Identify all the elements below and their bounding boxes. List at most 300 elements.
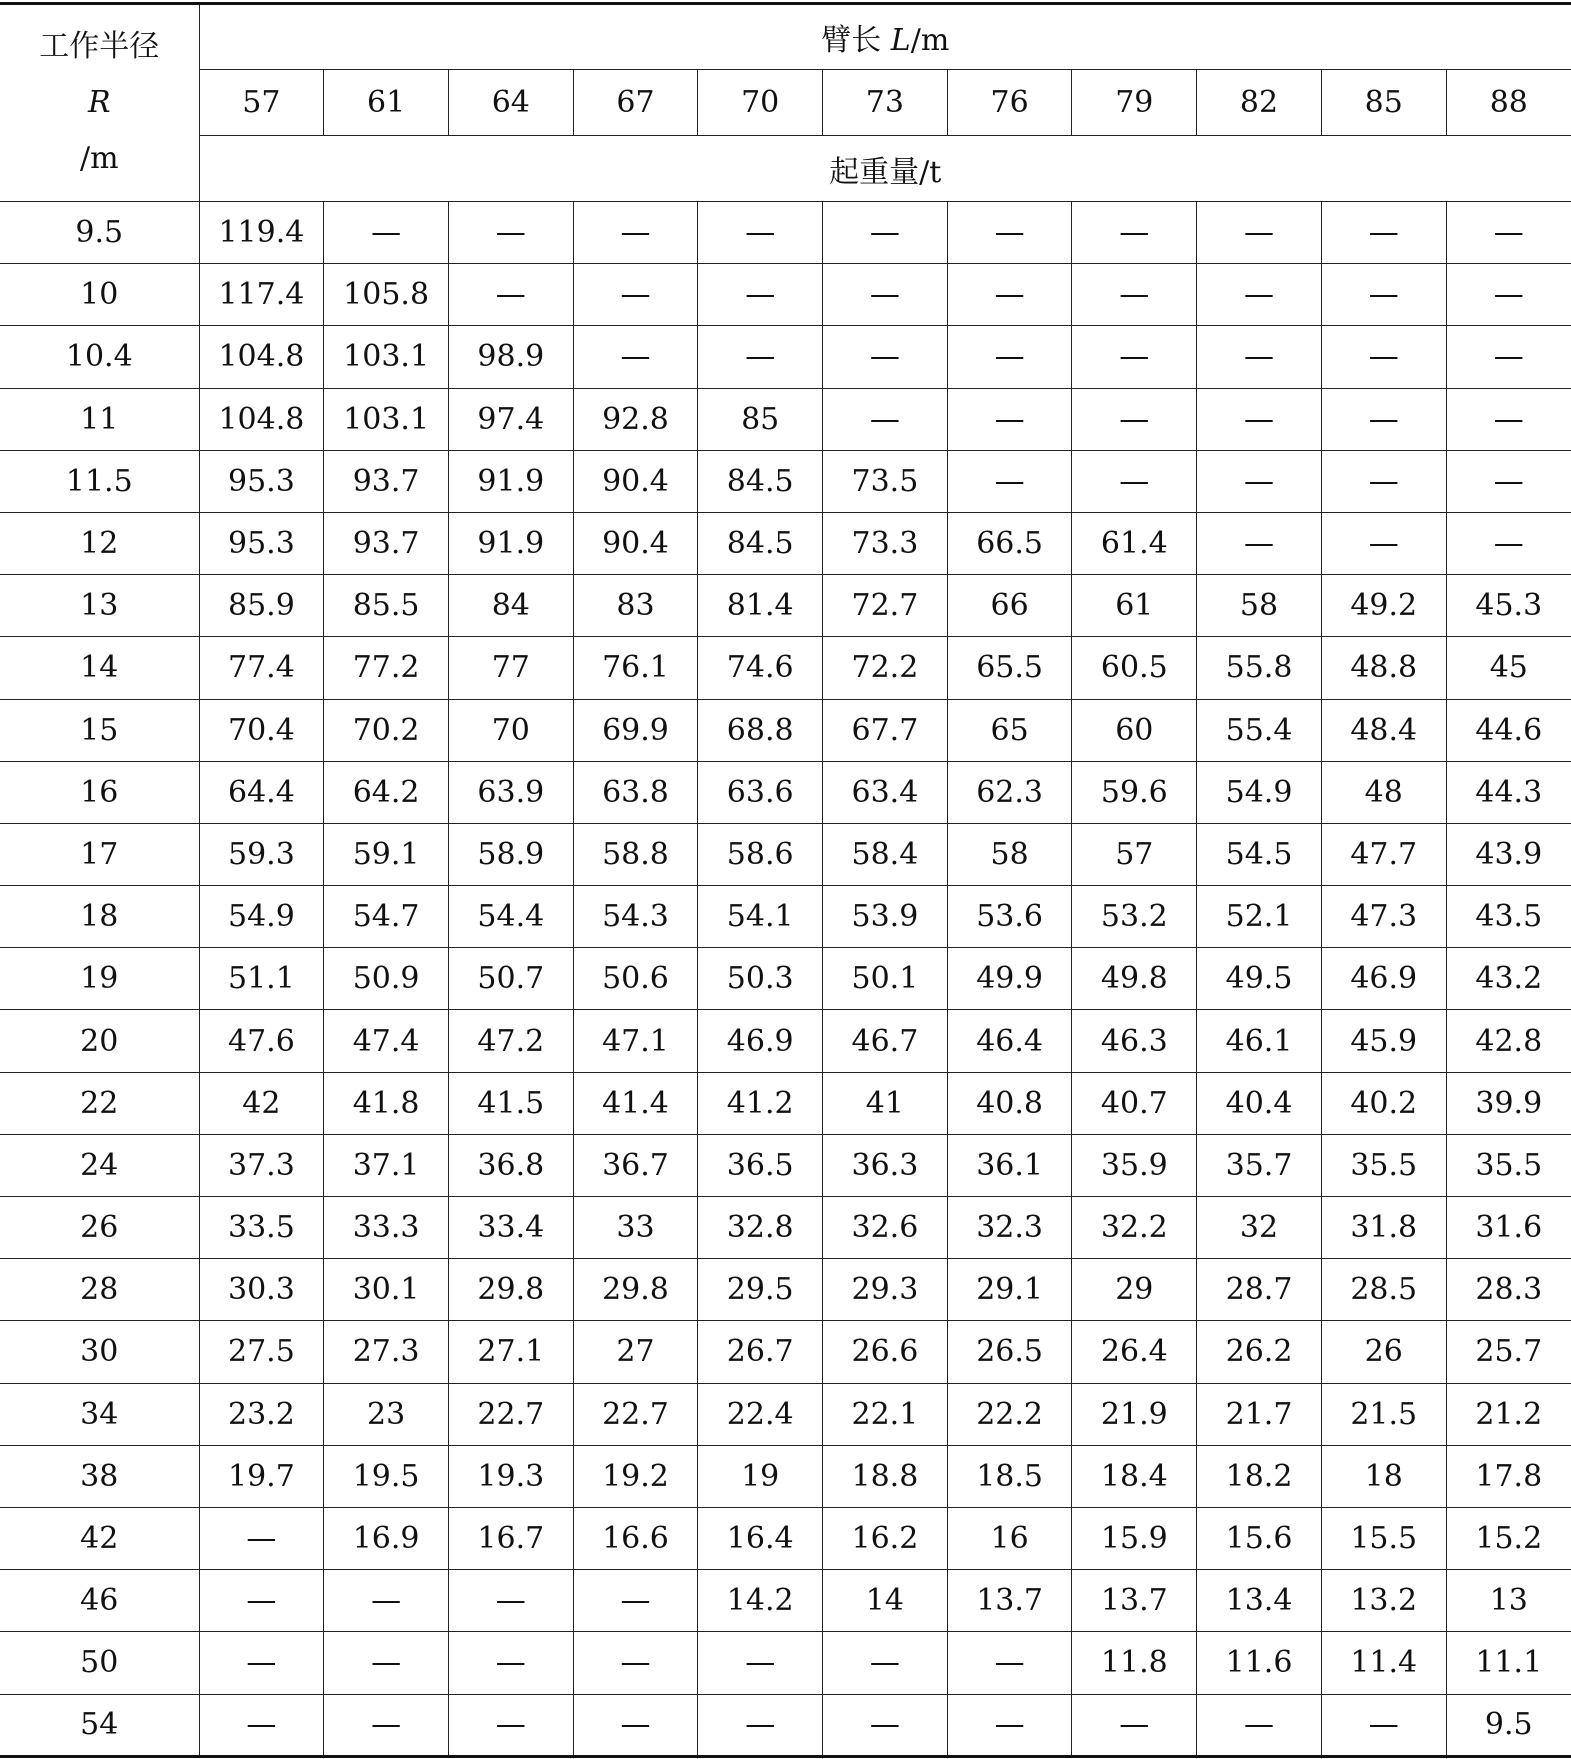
table-row bbox=[0, 450, 1571, 512]
capacity-cell: 32 bbox=[1197, 1197, 1322, 1259]
capacity-cell: 84.5 bbox=[698, 512, 823, 574]
capacity-cell: 50.6 bbox=[573, 948, 698, 1010]
capacity-cell: 19.2 bbox=[573, 1445, 698, 1507]
capacity-cell: 14.2 bbox=[698, 1570, 823, 1632]
capacity-cell: 59.3 bbox=[199, 823, 324, 885]
radius-cell: 20 bbox=[0, 1010, 199, 1072]
capacity-cell: — bbox=[573, 1632, 698, 1694]
capacity-cell: 104.8 bbox=[199, 326, 324, 388]
radius-cell: 9.5 bbox=[0, 202, 199, 264]
table-row bbox=[0, 512, 1571, 574]
radius-cell: 10 bbox=[0, 264, 199, 326]
capacity-cell: 58 bbox=[1197, 575, 1322, 637]
capacity-cell: 33 bbox=[573, 1197, 698, 1259]
radius-header-var: R bbox=[87, 85, 111, 120]
capacity-cell: — bbox=[324, 202, 449, 264]
capacity-cell: 22.2 bbox=[947, 1383, 1072, 1445]
radius-cell: 24 bbox=[0, 1134, 199, 1196]
table-row bbox=[0, 388, 1571, 450]
capacity-cell: 39.9 bbox=[1446, 1072, 1571, 1134]
capacity-cell: 27.5 bbox=[199, 1321, 324, 1383]
capacity-cell: 48.4 bbox=[1321, 699, 1446, 761]
capacity-cell: 42.8 bbox=[1446, 1010, 1571, 1072]
capacity-cell: — bbox=[324, 1570, 449, 1632]
capacity-cell: 63.9 bbox=[448, 761, 573, 823]
capacity-cell: 27.1 bbox=[448, 1321, 573, 1383]
capacity-cell: 97.4 bbox=[448, 388, 573, 450]
capacity-cell: — bbox=[1446, 326, 1571, 388]
capacity-cell: 40.2 bbox=[1321, 1072, 1446, 1134]
capacity-cell: 33.5 bbox=[199, 1197, 324, 1259]
capacity-cell: 36.5 bbox=[698, 1134, 823, 1196]
capacity-cell: 18 bbox=[1321, 1445, 1446, 1507]
capacity-cell: — bbox=[1321, 450, 1446, 512]
capacity-cell: 65 bbox=[947, 699, 1072, 761]
capacity-cell: 105.8 bbox=[324, 264, 449, 326]
boom-length-cell: 61 bbox=[324, 70, 449, 136]
capacity-cell: 91.9 bbox=[448, 512, 573, 574]
capacity-cell: 61 bbox=[1072, 575, 1197, 637]
capacity-cell: 103.1 bbox=[324, 326, 449, 388]
capacity-cell: 21.5 bbox=[1321, 1383, 1446, 1445]
capacity-cell: 16.2 bbox=[823, 1507, 948, 1569]
radius-header-unit-text: /m bbox=[79, 141, 119, 176]
capacity-cell: — bbox=[324, 1632, 449, 1694]
capacity-cell: — bbox=[1072, 450, 1197, 512]
capacity-cell: 95.3 bbox=[199, 450, 324, 512]
capacity-cell: 46.9 bbox=[1321, 948, 1446, 1010]
capacity-cell: 83 bbox=[573, 575, 698, 637]
capacity-cell: 35.5 bbox=[1446, 1134, 1571, 1196]
capacity-cell: 19.3 bbox=[448, 1445, 573, 1507]
capacity-cell: 23.2 bbox=[199, 1383, 324, 1445]
capacity-cell: 11.6 bbox=[1197, 1632, 1322, 1694]
boom-length-cell: 85 bbox=[1321, 70, 1446, 136]
capacity-cell: — bbox=[947, 450, 1072, 512]
capacity-cell: 13.7 bbox=[1072, 1570, 1197, 1632]
capacity-cell: 11.4 bbox=[1321, 1632, 1446, 1694]
capacity-cell: — bbox=[947, 202, 1072, 264]
radius-cell: 30 bbox=[0, 1321, 199, 1383]
table-row bbox=[0, 575, 1571, 637]
capacity-cell: 59.6 bbox=[1072, 761, 1197, 823]
capacity-cell: 66 bbox=[947, 575, 1072, 637]
capacity-cell: 41.2 bbox=[698, 1072, 823, 1134]
capacity-cell: 42 bbox=[199, 1072, 324, 1134]
capacity-cell: — bbox=[947, 388, 1072, 450]
capacity-cell: 63.4 bbox=[823, 761, 948, 823]
capacity-cell: — bbox=[823, 1632, 948, 1694]
capacity-cell: 54.3 bbox=[573, 886, 698, 948]
radius-header-label: 工作半径 bbox=[39, 29, 160, 64]
capacity-cell: — bbox=[1197, 264, 1322, 326]
capacity-cell: 29.8 bbox=[573, 1259, 698, 1321]
capacity-cell: — bbox=[1072, 202, 1197, 264]
radius-cell: 42 bbox=[0, 1507, 199, 1569]
capacity-cell: 13 bbox=[1446, 1570, 1571, 1632]
capacity-cell: 29.5 bbox=[698, 1259, 823, 1321]
radius-cell: 22 bbox=[0, 1072, 199, 1134]
capacity-cell: 77.4 bbox=[199, 637, 324, 699]
capacity-cell: — bbox=[1446, 450, 1571, 512]
capacity-cell: 16.6 bbox=[573, 1507, 698, 1569]
table-row bbox=[0, 1507, 1571, 1569]
capacity-cell: 32.8 bbox=[698, 1197, 823, 1259]
capacity-cell: — bbox=[1321, 388, 1446, 450]
capacity-cell: 51.1 bbox=[199, 948, 324, 1010]
table-row bbox=[0, 326, 1571, 388]
radius-cell: 16 bbox=[0, 761, 199, 823]
radius-cell: 28 bbox=[0, 1259, 199, 1321]
capacity-cell: 81.4 bbox=[698, 575, 823, 637]
header-row-boom bbox=[0, 4, 1571, 70]
capacity-cell: — bbox=[947, 264, 1072, 326]
capacity-cell: 28.3 bbox=[1446, 1259, 1571, 1321]
capacity-cell: — bbox=[698, 1632, 823, 1694]
capacity-cell: 47.2 bbox=[448, 1010, 573, 1072]
capacity-cell: 45.9 bbox=[1321, 1010, 1446, 1072]
radius-cell: 17 bbox=[0, 823, 199, 885]
table-row bbox=[0, 1197, 1571, 1259]
capacity-cell: 13.4 bbox=[1197, 1570, 1322, 1632]
capacity-cell: 46.3 bbox=[1072, 1010, 1197, 1072]
capacity-cell: — bbox=[1197, 388, 1322, 450]
capacity-cell: — bbox=[448, 1570, 573, 1632]
capacity-cell: 41.4 bbox=[573, 1072, 698, 1134]
capacity-cell: 90.4 bbox=[573, 512, 698, 574]
capacity-cell: 35.7 bbox=[1197, 1134, 1322, 1196]
radius-cell: 15 bbox=[0, 699, 199, 761]
capacity-cell: — bbox=[1321, 202, 1446, 264]
table-row bbox=[0, 1383, 1571, 1445]
capacity-cell: 72.7 bbox=[823, 575, 948, 637]
capacity-cell: — bbox=[199, 1632, 324, 1694]
capacity-cell: 21.7 bbox=[1197, 1383, 1322, 1445]
table-row bbox=[0, 637, 1571, 699]
capacity-cell: — bbox=[448, 1694, 573, 1756]
capacity-cell: 16.9 bbox=[324, 1507, 449, 1569]
capacity-cell: 28.7 bbox=[1197, 1259, 1322, 1321]
capacity-cell: — bbox=[448, 202, 573, 264]
boom-length-cell: 88 bbox=[1446, 70, 1571, 136]
capacity-cell: 85.5 bbox=[324, 575, 449, 637]
capacity-cell: 36.8 bbox=[448, 1134, 573, 1196]
capacity-cell: 52.1 bbox=[1197, 886, 1322, 948]
capacity-cell: 36.3 bbox=[823, 1134, 948, 1196]
capacity-cell: 54.5 bbox=[1197, 823, 1322, 885]
boom-length-header-var: L bbox=[890, 23, 911, 58]
capacity-cell: 27.3 bbox=[324, 1321, 449, 1383]
crane-load-table bbox=[0, 2, 1571, 1758]
table-row bbox=[0, 761, 1571, 823]
capacity-cell: 62.3 bbox=[947, 761, 1072, 823]
capacity-cell: 26.4 bbox=[1072, 1321, 1197, 1383]
capacity-cell: 25.7 bbox=[1446, 1321, 1571, 1383]
capacity-cell: — bbox=[1072, 388, 1197, 450]
capacity-cell: 32.3 bbox=[947, 1197, 1072, 1259]
capacity-cell: 36.7 bbox=[573, 1134, 698, 1196]
capacity-cell: 64.4 bbox=[199, 761, 324, 823]
capacity-cell: 49.8 bbox=[1072, 948, 1197, 1010]
capacity-cell: 44.6 bbox=[1446, 699, 1571, 761]
capacity-cell: 40.7 bbox=[1072, 1072, 1197, 1134]
capacity-cell: 61.4 bbox=[1072, 512, 1197, 574]
capacity-cell: 47.4 bbox=[324, 1010, 449, 1072]
capacity-cell: 19.5 bbox=[324, 1445, 449, 1507]
capacity-cell: 15.6 bbox=[1197, 1507, 1322, 1569]
capacity-cell: — bbox=[1197, 1694, 1322, 1756]
capacity-cell: 54.1 bbox=[698, 886, 823, 948]
table-row bbox=[0, 1632, 1571, 1694]
radius-cell: 14 bbox=[0, 637, 199, 699]
capacity-cell: 37.3 bbox=[199, 1134, 324, 1196]
capacity-cell: — bbox=[1197, 326, 1322, 388]
capacity-cell: 22.1 bbox=[823, 1383, 948, 1445]
capacity-cell: — bbox=[698, 264, 823, 326]
capacity-cell: 77 bbox=[448, 637, 573, 699]
radius-cell: 11.5 bbox=[0, 450, 199, 512]
capacity-cell: 59.1 bbox=[324, 823, 449, 885]
capacity-cell: 15.9 bbox=[1072, 1507, 1197, 1569]
capacity-cell: 29.3 bbox=[823, 1259, 948, 1321]
boom-length-header-prefix: 臂长 bbox=[821, 23, 891, 58]
capacity-cell: 54.9 bbox=[1197, 761, 1322, 823]
capacity-cell: — bbox=[823, 388, 948, 450]
capacity-cell: 67.7 bbox=[823, 699, 948, 761]
capacity-cell: 41.5 bbox=[448, 1072, 573, 1134]
capacity-cell: 21.2 bbox=[1446, 1383, 1571, 1445]
capacity-cell: 19.7 bbox=[199, 1445, 324, 1507]
capacity-cell: 28.5 bbox=[1321, 1259, 1446, 1321]
capacity-cell: — bbox=[947, 1632, 1072, 1694]
capacity-cell: 50.9 bbox=[324, 948, 449, 1010]
capacity-cell: 40.8 bbox=[947, 1072, 1072, 1134]
capacity-cell: 60 bbox=[1072, 699, 1197, 761]
radius-cell: 11 bbox=[0, 388, 199, 450]
capacity-cell: — bbox=[947, 326, 1072, 388]
capacity-cell: 29 bbox=[1072, 1259, 1197, 1321]
capacity-cell: 14 bbox=[823, 1570, 948, 1632]
capacity-cell: 50.3 bbox=[698, 948, 823, 1010]
capacity-cell: — bbox=[1446, 512, 1571, 574]
capacity-cell: 54.7 bbox=[324, 886, 449, 948]
capacity-cell: — bbox=[1446, 388, 1571, 450]
capacity-cell: 93.7 bbox=[324, 450, 449, 512]
radius-cell: 50 bbox=[0, 1632, 199, 1694]
capacity-cell: — bbox=[698, 326, 823, 388]
capacity-cell: 73.5 bbox=[823, 450, 948, 512]
capacity-cell: 58 bbox=[947, 823, 1072, 885]
capacity-cell: 117.4 bbox=[199, 264, 324, 326]
capacity-cell: — bbox=[1321, 1694, 1446, 1756]
capacity-cell: 27 bbox=[573, 1321, 698, 1383]
table-row bbox=[0, 823, 1571, 885]
capacity-cell: 35.5 bbox=[1321, 1134, 1446, 1196]
capacity-cell: — bbox=[1197, 512, 1322, 574]
capacity-cell: 60.5 bbox=[1072, 637, 1197, 699]
capacity-cell: 63.6 bbox=[698, 761, 823, 823]
capacity-cell: 55.4 bbox=[1197, 699, 1322, 761]
boom-length-cell: 57 bbox=[199, 70, 324, 136]
boom-length-cell: 76 bbox=[947, 70, 1072, 136]
capacity-cell: 44.3 bbox=[1446, 761, 1571, 823]
table-row bbox=[0, 1445, 1571, 1507]
capacity-cell: 98.9 bbox=[448, 326, 573, 388]
radius-cell: 34 bbox=[0, 1383, 199, 1445]
capacity-cell: 49.5 bbox=[1197, 948, 1322, 1010]
capacity-cell: 74.6 bbox=[698, 637, 823, 699]
capacity-cell: 18.5 bbox=[947, 1445, 1072, 1507]
capacity-cell: — bbox=[199, 1570, 324, 1632]
capacity-cell: 103.1 bbox=[324, 388, 449, 450]
capacity-cell: 16.4 bbox=[698, 1507, 823, 1569]
capacity-cell: 91.9 bbox=[448, 450, 573, 512]
boom-length-header-unit: /m bbox=[910, 23, 950, 58]
capacity-cell: 55.8 bbox=[1197, 637, 1322, 699]
capacity-cell: 33.3 bbox=[324, 1197, 449, 1259]
capacity-cell: 49.2 bbox=[1321, 575, 1446, 637]
radius-cell: 46 bbox=[0, 1570, 199, 1632]
capacity-cell: 104.8 bbox=[199, 388, 324, 450]
table-row bbox=[0, 1570, 1571, 1632]
capacity-cell: 46.1 bbox=[1197, 1010, 1322, 1072]
table-body bbox=[0, 202, 1571, 1757]
capacity-cell: — bbox=[573, 202, 698, 264]
capacity-cell: 45 bbox=[1446, 637, 1571, 699]
radius-cell: 18 bbox=[0, 886, 199, 948]
capacity-cell: 26.6 bbox=[823, 1321, 948, 1383]
header-row-boom-lengths bbox=[0, 70, 1571, 136]
capacity-cell: 37.1 bbox=[324, 1134, 449, 1196]
capacity-cell: — bbox=[199, 1507, 324, 1569]
radius-header-unit bbox=[0, 75, 199, 187]
capacity-cell: 30.3 bbox=[199, 1259, 324, 1321]
capacity-cell: 92.8 bbox=[573, 388, 698, 450]
table-row bbox=[0, 699, 1571, 761]
radius-header bbox=[0, 4, 199, 202]
capacity-cell: — bbox=[448, 264, 573, 326]
capacity-cell: 26.5 bbox=[947, 1321, 1072, 1383]
capacity-cell: — bbox=[1321, 264, 1446, 326]
capacity-cell: — bbox=[1446, 264, 1571, 326]
capacity-cell: 53.2 bbox=[1072, 886, 1197, 948]
radius-cell: 12 bbox=[0, 512, 199, 574]
capacity-cell: 57 bbox=[1072, 823, 1197, 885]
capacity-cell: — bbox=[1072, 264, 1197, 326]
capacity-cell: — bbox=[573, 326, 698, 388]
capacity-cell: — bbox=[947, 1694, 1072, 1756]
capacity-cell: 30.1 bbox=[324, 1259, 449, 1321]
boom-length-header bbox=[199, 4, 1571, 70]
capacity-cell: 22.7 bbox=[573, 1383, 698, 1445]
radius-cell: 13 bbox=[0, 575, 199, 637]
capacity-cell: 16.7 bbox=[448, 1507, 573, 1569]
capacity-cell: — bbox=[573, 1570, 698, 1632]
capacity-cell: 58.6 bbox=[698, 823, 823, 885]
capacity-cell: — bbox=[698, 202, 823, 264]
capacity-cell: 76.1 bbox=[573, 637, 698, 699]
capacity-cell: 22.4 bbox=[698, 1383, 823, 1445]
capacity-cell: 58.4 bbox=[823, 823, 948, 885]
capacity-cell: — bbox=[823, 264, 948, 326]
capacity-cell: 70.2 bbox=[324, 699, 449, 761]
capacity-cell: 46.9 bbox=[698, 1010, 823, 1072]
capacity-cell: — bbox=[1072, 326, 1197, 388]
capacity-cell: — bbox=[573, 1694, 698, 1756]
capacity-cell: 16 bbox=[947, 1507, 1072, 1569]
capacity-cell: 70.4 bbox=[199, 699, 324, 761]
capacity-cell: — bbox=[823, 202, 948, 264]
capacity-cell: 85.9 bbox=[199, 575, 324, 637]
capacity-cell: 40.4 bbox=[1197, 1072, 1322, 1134]
radius-cell: 26 bbox=[0, 1197, 199, 1259]
capacity-cell: 119.4 bbox=[199, 202, 324, 264]
capacity-cell: 65.5 bbox=[947, 637, 1072, 699]
capacity-header: 起重量/t bbox=[199, 136, 1571, 202]
capacity-cell: 93.7 bbox=[324, 512, 449, 574]
capacity-cell: — bbox=[448, 1632, 573, 1694]
header-row-capacity bbox=[0, 136, 1571, 202]
capacity-cell: 54.9 bbox=[199, 886, 324, 948]
capacity-cell: — bbox=[1197, 450, 1322, 512]
capacity-cell: 36.1 bbox=[947, 1134, 1072, 1196]
radius-cell: 38 bbox=[0, 1445, 199, 1507]
boom-length-cell: 67 bbox=[573, 70, 698, 136]
capacity-cell: 53.9 bbox=[823, 886, 948, 948]
table-row bbox=[0, 948, 1571, 1010]
capacity-cell: 23 bbox=[324, 1383, 449, 1445]
radius-cell: 54 bbox=[0, 1694, 199, 1756]
capacity-cell: 11.8 bbox=[1072, 1632, 1197, 1694]
capacity-cell: 43.9 bbox=[1446, 823, 1571, 885]
capacity-cell: — bbox=[1446, 202, 1571, 264]
capacity-cell: 48 bbox=[1321, 761, 1446, 823]
capacity-cell: 77.2 bbox=[324, 637, 449, 699]
capacity-cell: 18.4 bbox=[1072, 1445, 1197, 1507]
capacity-cell: — bbox=[324, 1694, 449, 1756]
radius-cell: 10.4 bbox=[0, 326, 199, 388]
capacity-cell: 70 bbox=[448, 699, 573, 761]
capacity-cell: — bbox=[1321, 512, 1446, 574]
table-row bbox=[0, 1259, 1571, 1321]
capacity-cell: 29.1 bbox=[947, 1259, 1072, 1321]
capacity-cell: 47.7 bbox=[1321, 823, 1446, 885]
boom-length-cell: 79 bbox=[1072, 70, 1197, 136]
capacity-cell: 95.3 bbox=[199, 512, 324, 574]
capacity-cell: 63.8 bbox=[573, 761, 698, 823]
capacity-cell: 64.2 bbox=[324, 761, 449, 823]
capacity-cell: 13.2 bbox=[1321, 1570, 1446, 1632]
capacity-cell: 69.9 bbox=[573, 699, 698, 761]
capacity-cell: 31.8 bbox=[1321, 1197, 1446, 1259]
capacity-cell: 53.6 bbox=[947, 886, 1072, 948]
capacity-cell: 47.1 bbox=[573, 1010, 698, 1072]
capacity-cell: 84.5 bbox=[698, 450, 823, 512]
capacity-cell: 58.8 bbox=[573, 823, 698, 885]
boom-length-cell: 70 bbox=[698, 70, 823, 136]
radius-cell: 19 bbox=[0, 948, 199, 1010]
capacity-cell: 33.4 bbox=[448, 1197, 573, 1259]
capacity-cell: 26.7 bbox=[698, 1321, 823, 1383]
capacity-cell: 72.2 bbox=[823, 637, 948, 699]
capacity-cell: 46.4 bbox=[947, 1010, 1072, 1072]
capacity-cell: 48.8 bbox=[1321, 637, 1446, 699]
capacity-cell: 41.8 bbox=[324, 1072, 449, 1134]
capacity-cell: 84 bbox=[448, 575, 573, 637]
table-row bbox=[0, 886, 1571, 948]
capacity-cell: 11.1 bbox=[1446, 1632, 1571, 1694]
capacity-cell: 47.6 bbox=[199, 1010, 324, 1072]
